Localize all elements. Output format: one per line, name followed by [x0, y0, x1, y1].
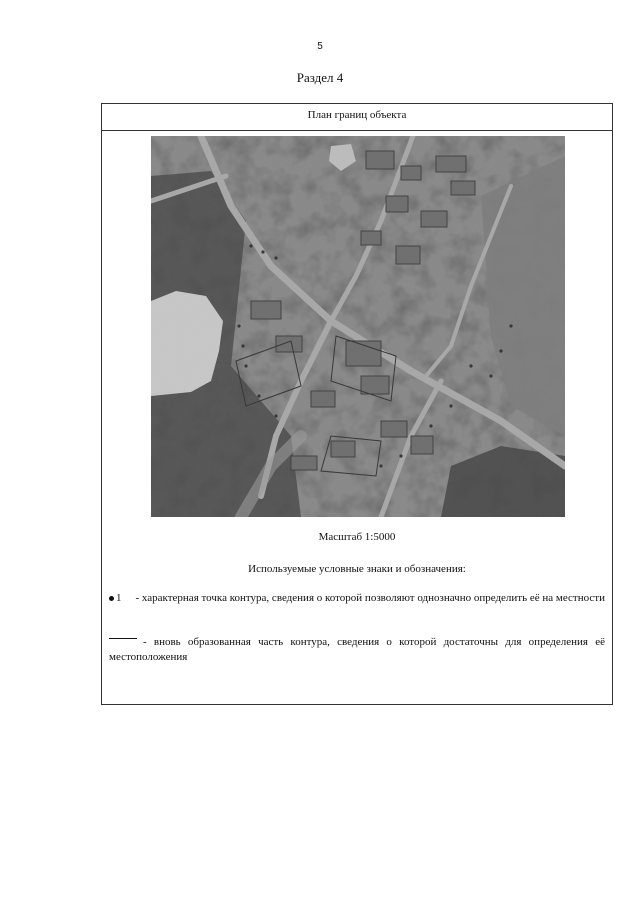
page-number: 5	[317, 41, 323, 52]
line-symbol-icon	[109, 638, 137, 639]
frame-header: План границ объекта	[102, 104, 612, 131]
legend-title: Используемые условные знаки и обозначения:	[248, 563, 466, 575]
point-symbol-number: 1	[116, 592, 122, 604]
legend-item-line	[109, 635, 605, 665]
photo-grain	[151, 136, 565, 517]
map-scale: Масштаб 1:5000	[318, 531, 396, 543]
object-boundary-plan-frame	[101, 103, 613, 705]
aerial-map	[151, 136, 565, 517]
line-description: - вновь образованная часть контура, сведения о которой достаточны для определения её местоположения	[109, 636, 605, 663]
point-description: - характерная точка контура, сведения о которой позволяют однозначно определить её на местности	[135, 592, 605, 604]
point-symbol-icon	[109, 596, 114, 601]
legend-item-point	[109, 591, 605, 606]
section-title: Раздел 4	[296, 70, 344, 85]
